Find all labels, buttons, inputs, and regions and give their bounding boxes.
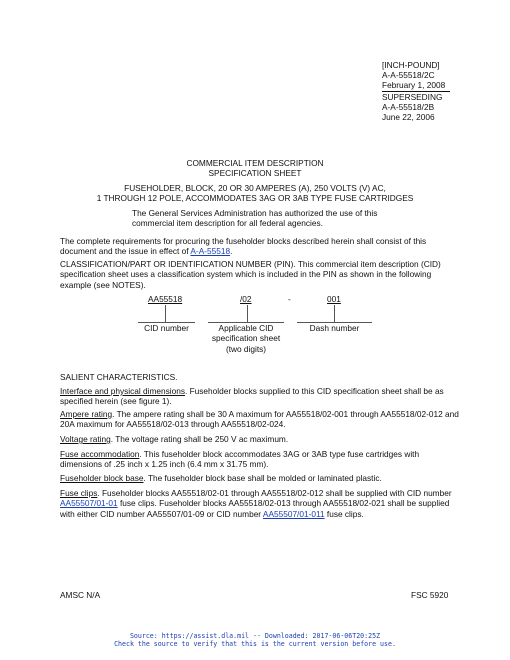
section-text: . Fuseholder blocks AA55518/02-01 through AA55518/02-012 shall be supplied with CID number xyxy=(97,488,452,498)
section-fuse-clips xyxy=(60,488,460,519)
classification-text: CLASSIFICATION/PART OR IDENTIFICATION NUMBER (PIN). This commercial item description (CID) specification sheet uses a classification system which is included in the PIN as shown in the following example (see NOTES). xyxy=(60,259,441,290)
section-title: Fuseholder block base xyxy=(60,473,144,483)
section-text: . The ampere rating shall be 30 A maximum for AA55518/02-001 through AA55518/02-012 and 20A maximum for AA55518/02-013 through AA55518/02-024. xyxy=(60,409,459,430)
intro-paragraph xyxy=(60,236,460,257)
pin-connector xyxy=(165,305,166,322)
section-ampere xyxy=(60,409,460,430)
check-line: Check the source to verify that this is the current version before use. xyxy=(114,640,396,648)
source-notice xyxy=(0,632,510,648)
header-line: February 1, 2008 xyxy=(382,80,446,91)
section-title: Fuse accommodation xyxy=(60,449,140,459)
header-line: A-A-55518/2C xyxy=(382,70,435,81)
document-title xyxy=(0,158,510,179)
section-block-base xyxy=(60,473,460,483)
pin-spec-sheet: /02 xyxy=(240,294,252,304)
section-fuse-accommodation xyxy=(60,449,460,470)
section-text: . This fuseholder block accommodates 3AG or 3AB type fuse cartridges with dimensions of .25 inch x 1.25 inch (6.4 mm x 31.75 mm). xyxy=(60,449,420,470)
title-line: SPECIFICATION SHEET xyxy=(208,168,302,179)
source-line: Source: https://assist.dla.mil -- Downloaded: 2017-06-06T20:25Z xyxy=(129,632,381,640)
pin-cid-number: AA55518 xyxy=(148,294,183,304)
document-header xyxy=(382,60,462,122)
pin-label-spec: Applicable CID specification sheet (two digits) xyxy=(211,323,281,354)
section-title: Fuse clips xyxy=(60,488,98,498)
aa55518-link[interactable]: A-A-55518 xyxy=(190,246,231,257)
aa55507-01-011-link[interactable]: AA55507/01-011 xyxy=(262,508,325,519)
gsa-line: commercial item description for all federal agencies. xyxy=(132,218,323,229)
subtitle-line: 1 THROUGH 12 POLE, ACCOMMODATES 3AG OR 3AB TYPE FUSE CARTRIDGES xyxy=(96,193,414,204)
amsc-code: AMSC N/A xyxy=(60,590,101,600)
section-interface xyxy=(60,386,460,407)
section-title: Ampere rating xyxy=(60,409,113,419)
intro-text: The complete requirements for procuring the fuseholder blocks described herein shall consist of this document and the issue in effect of xyxy=(60,236,427,257)
section-text: . Fuseholder blocks supplied to this CID specification sheet shall be as specified herein (see figure 1). xyxy=(60,386,444,407)
title-line: COMMERCIAL ITEM DESCRIPTION xyxy=(186,158,324,168)
pin-label-dash: Dash number xyxy=(309,323,360,333)
section-text: . The voltage rating shall be 250 V ac maximum. xyxy=(110,434,289,444)
subtitle-line: FUSEHOLDER, BLOCK, 20 OR 30 AMPERES (A), 250 VOLTS (V) AC, xyxy=(124,183,386,193)
document-subtitle xyxy=(0,183,510,204)
supersede-line: SUPERSEDING xyxy=(382,91,443,102)
gsa-statement xyxy=(132,208,432,229)
pin-dash: - xyxy=(288,294,291,304)
pin-underline xyxy=(138,322,195,323)
gsa-line: The General Services Administration has authorized the use of this xyxy=(132,208,378,218)
pin-connector xyxy=(247,305,248,322)
section-voltage xyxy=(60,434,460,444)
salient-heading: SALIENT CHARACTERISTICS. xyxy=(60,372,178,382)
pin-underline xyxy=(297,322,372,323)
supersede-line: A-A-55518/2B xyxy=(382,101,435,112)
supersede-line: June 22, 2006 xyxy=(382,112,435,123)
aa55507-01-01-link[interactable]: AA55507/01-01 xyxy=(60,498,118,509)
section-title: Interface and physical dimensions xyxy=(60,386,185,396)
section-text: fuse clips. xyxy=(324,508,364,519)
header-line: [INCH-POUND] xyxy=(382,60,440,70)
section-text: fuse clips. Fuseholder blocks AA55518/02-013 through AA55518/02-021 shall be supplied with either CID number AA55507/01-09 or CID number xyxy=(60,498,450,519)
intro-end: . xyxy=(230,246,233,257)
pin-dash-number: 001 xyxy=(327,294,341,304)
section-text: . The fuseholder block base shall be molded or laminated plastic. xyxy=(143,473,382,483)
section-title: Voltage rating xyxy=(60,434,111,444)
fsc-code: FSC 5920 xyxy=(411,590,449,600)
classification-paragraph xyxy=(60,259,460,290)
pin-label-cid: CID number xyxy=(144,323,189,333)
pin-underline xyxy=(208,322,284,323)
pin-connector xyxy=(334,305,335,322)
